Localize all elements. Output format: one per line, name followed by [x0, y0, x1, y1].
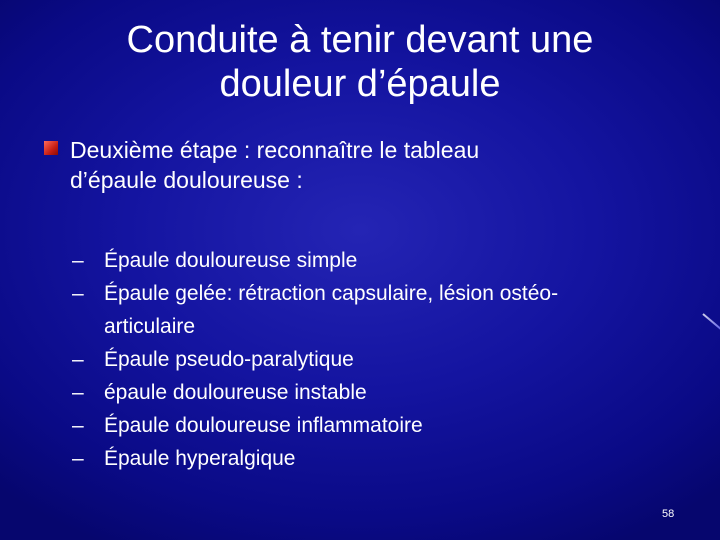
square-bullet-icon — [44, 141, 58, 155]
dash-bullet: – — [72, 348, 84, 371]
main-bullet-line-2: d’épaule douloureuse : — [70, 167, 303, 193]
title-line-1: Conduite à tenir devant une — [126, 19, 594, 61]
dash-bullet: – — [72, 381, 84, 404]
title-line-2: douleur d’épaule — [219, 63, 501, 105]
list-item-text: Épaule douloureuse inflammatoire — [104, 414, 423, 437]
sub-bullet-list — [72, 244, 652, 475]
list-item — [72, 409, 652, 442]
list-item-text: Épaule gelée: rétraction capsulaire, lésion ostéo- — [104, 282, 559, 305]
page-number: 58 — [662, 508, 675, 520]
list-item — [72, 442, 652, 475]
list-item-text: Épaule douloureuse simple — [104, 249, 358, 272]
main-bullet — [44, 135, 664, 195]
dash-bullet: – — [72, 447, 84, 470]
dash-bullet: – — [72, 414, 84, 437]
list-item-text: Épaule pseudo-paralytique — [104, 348, 354, 371]
list-item — [72, 376, 652, 409]
list-item-text: épaule douloureuse instable — [104, 381, 367, 404]
list-item — [72, 277, 652, 343]
decorative-line — [702, 313, 720, 331]
main-bullet-text — [70, 135, 664, 195]
list-item-text-continuation: articulaire — [104, 315, 196, 338]
slide-title — [40, 18, 680, 106]
main-bullet-line-1: Deuxième étape : reconnaître le tableau — [70, 137, 480, 163]
dash-bullet: – — [72, 249, 84, 272]
list-item — [72, 343, 652, 376]
dash-bullet: – — [72, 282, 84, 305]
list-item-text: Épaule hyperalgique — [104, 447, 296, 470]
list-item — [72, 244, 652, 277]
